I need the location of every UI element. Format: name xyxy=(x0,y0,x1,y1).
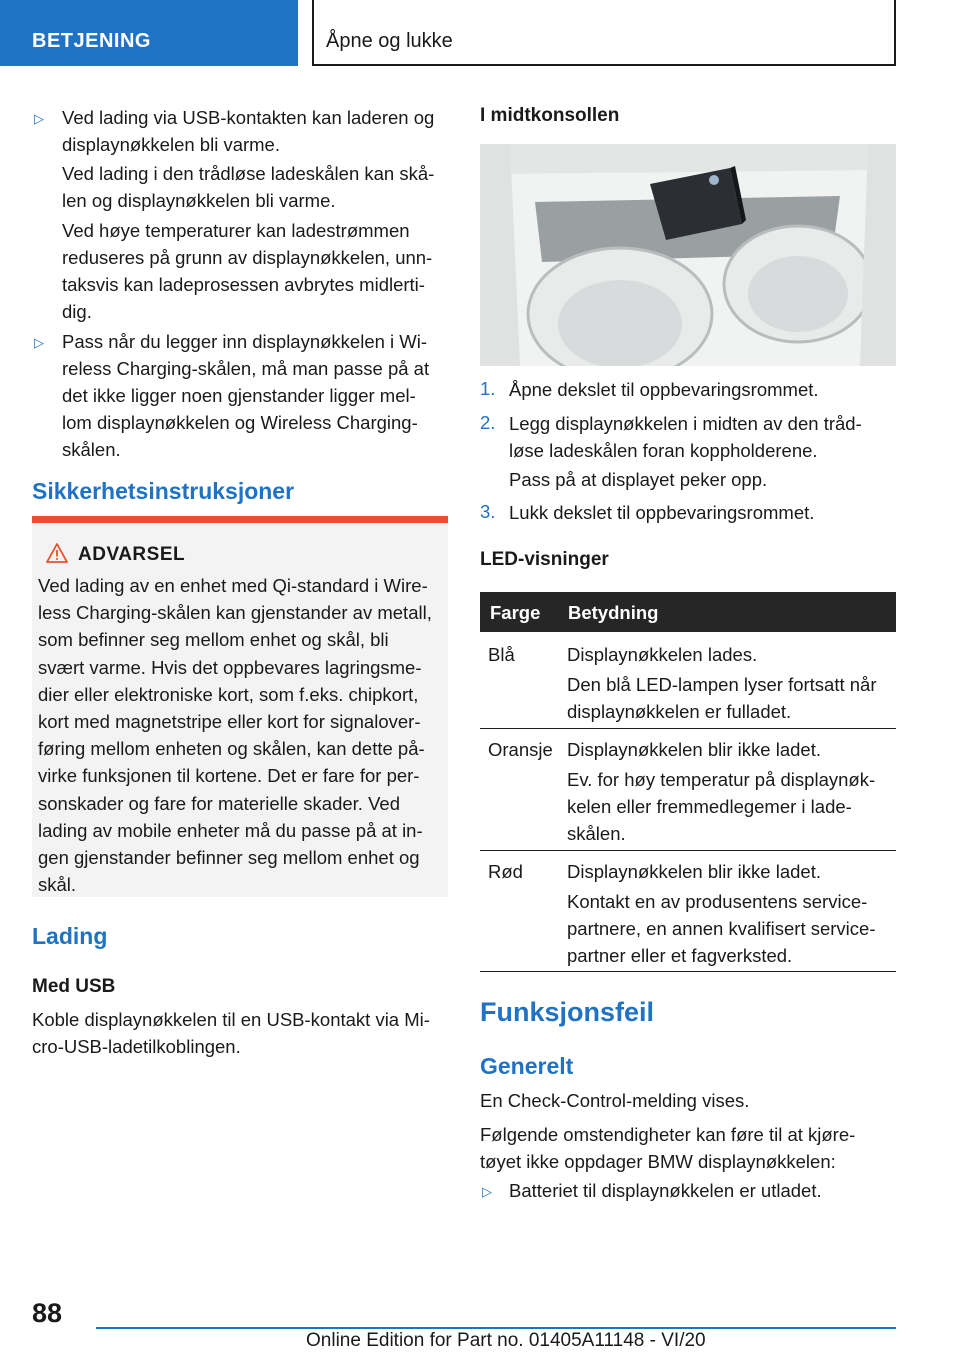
table-row-divider xyxy=(480,850,896,851)
step-text: Lukk dekslet til oppbevaringsrommet. xyxy=(509,502,815,523)
bullet-text: Pass når du legger inn displaynøkkelen i Wi- reless Charging-skålen, må man passe på at det ikke ligger noen gjenstander ligger mel- lom displaynøkkelen og Wireless Charging- skålen. xyxy=(62,331,430,460)
midtkonsoll-heading: I midtkonsollen xyxy=(480,105,620,126)
table-header xyxy=(480,592,896,632)
chapter-title: Åpne og lukke xyxy=(326,30,453,52)
sub-paragraph: Ved lading i den trådløse ladeskålen kan skå- len og displaynøkkelen bli varme. xyxy=(62,163,435,211)
table-cell-color: Blå xyxy=(488,644,515,665)
bullet-text: Ved lading via USB-kontakten kan laderen og displaynøkkelen bli varme. xyxy=(62,107,435,155)
lading-heading: Lading xyxy=(32,923,108,949)
section-tab xyxy=(0,0,298,66)
section-title: BETJENING xyxy=(32,30,151,52)
step-number: 1. xyxy=(480,378,496,399)
triangle-bullet-icon: ▷ xyxy=(34,111,44,126)
table-cell-meaning: Displaynøkkelen blir ikke ladet. xyxy=(567,739,821,760)
page-number: 88 xyxy=(32,1298,63,1328)
chapter-tab xyxy=(312,0,896,66)
column-header-meaning: Betydning xyxy=(568,602,659,623)
warning-text: Ved lading av en enhet med Qi-standard i Wire- less Charging-skålen kan gjenstander av metall, som befinner seg mellom enhet og skål, bli svært varme. Hvis det oppbevares lagringsme- dier eller elektroniske kort, som f.eks. chipkort, kort med magnetstripe eller kort for signalover- føring mellom enheten og skålen, kan dette på- virke funksjonen til kortene. Det er fare for per- sonskader og fare for materielle skader. Ved lading av mobile enheter må du passe på at in- gen gjenstander befinner seg mellom enhet og skål. xyxy=(38,575,432,896)
triangle-bullet-icon: ▷ xyxy=(482,1184,492,1199)
step-number: 3. xyxy=(480,501,496,522)
general-text: En Check-Control-melding vises. xyxy=(480,1090,750,1111)
table-cell-meaning: Displaynøkkelen lades. xyxy=(567,644,758,665)
step-text: Legg displaynøkkelen i midten av den tråd- løse ladeskålen foran koppholderene. xyxy=(509,413,862,461)
table-cell-color: Rød xyxy=(488,861,523,882)
led-heading: LED-visninger xyxy=(480,549,609,570)
usb-heading: Med USB xyxy=(32,976,116,997)
table-row-divider xyxy=(480,728,896,729)
footer-divider xyxy=(96,1327,896,1329)
table-row-divider xyxy=(480,971,896,972)
usb-text: Koble displaynøkkelen til en USB-kontakt via Mi- cro-USB-ladetilkoblingen. xyxy=(32,1009,430,1057)
step-text: Åpne dekslet til oppbevaringsrommet. xyxy=(509,379,819,400)
table-cell-color: Oransje xyxy=(488,739,553,760)
step-note: Pass på at displayet peker opp. xyxy=(509,469,768,490)
table-cell-meaning: Displaynøkkelen blir ikke ladet. xyxy=(567,861,821,882)
warning-title: ADVARSEL xyxy=(78,544,186,565)
column-header-color: Farge xyxy=(490,602,541,623)
step-number: 2. xyxy=(480,412,496,433)
edition-text: Online Edition for Part no. 01405A11148 - VI/20 xyxy=(306,1330,706,1351)
table-cell-detail: Kontakt en av produsentens service- partnere, en annen kvalifisert service- partner eller et fagverksted. xyxy=(567,891,876,966)
warning-bar xyxy=(32,516,448,523)
bullet-text: Batteriet til displaynøkkelen er utladet. xyxy=(509,1180,822,1201)
fault-heading: Funksjonsfeil xyxy=(480,997,655,1027)
triangle-bullet-icon: ▷ xyxy=(34,335,44,350)
general-text: Følgende omstendigheter kan føre til at kjøre- tøyet ikke oppdager BMW displaynøkkelen: xyxy=(480,1124,856,1172)
charging-tray-photo xyxy=(480,144,896,366)
warning-triangle-icon xyxy=(46,543,68,563)
table-cell-detail: Ev. for høy temperatur på displaynøk- kelen eller fremmedlegemer i lade- skålen. xyxy=(567,769,876,844)
table-cell-detail: Den blå LED-lampen lyser fortsatt når displaynøkkelen er fulladet. xyxy=(567,674,877,722)
safety-heading: Sikkerhetsinstruksjoner xyxy=(32,478,295,504)
sub-paragraph: Ved høye temperaturer kan ladestrømmen reduseres på grunn av displaynøkkelen, unn- taksvis kan ladeprosessen avbrytes midlerti- dig. xyxy=(62,220,433,322)
general-heading: Generelt xyxy=(480,1053,574,1079)
